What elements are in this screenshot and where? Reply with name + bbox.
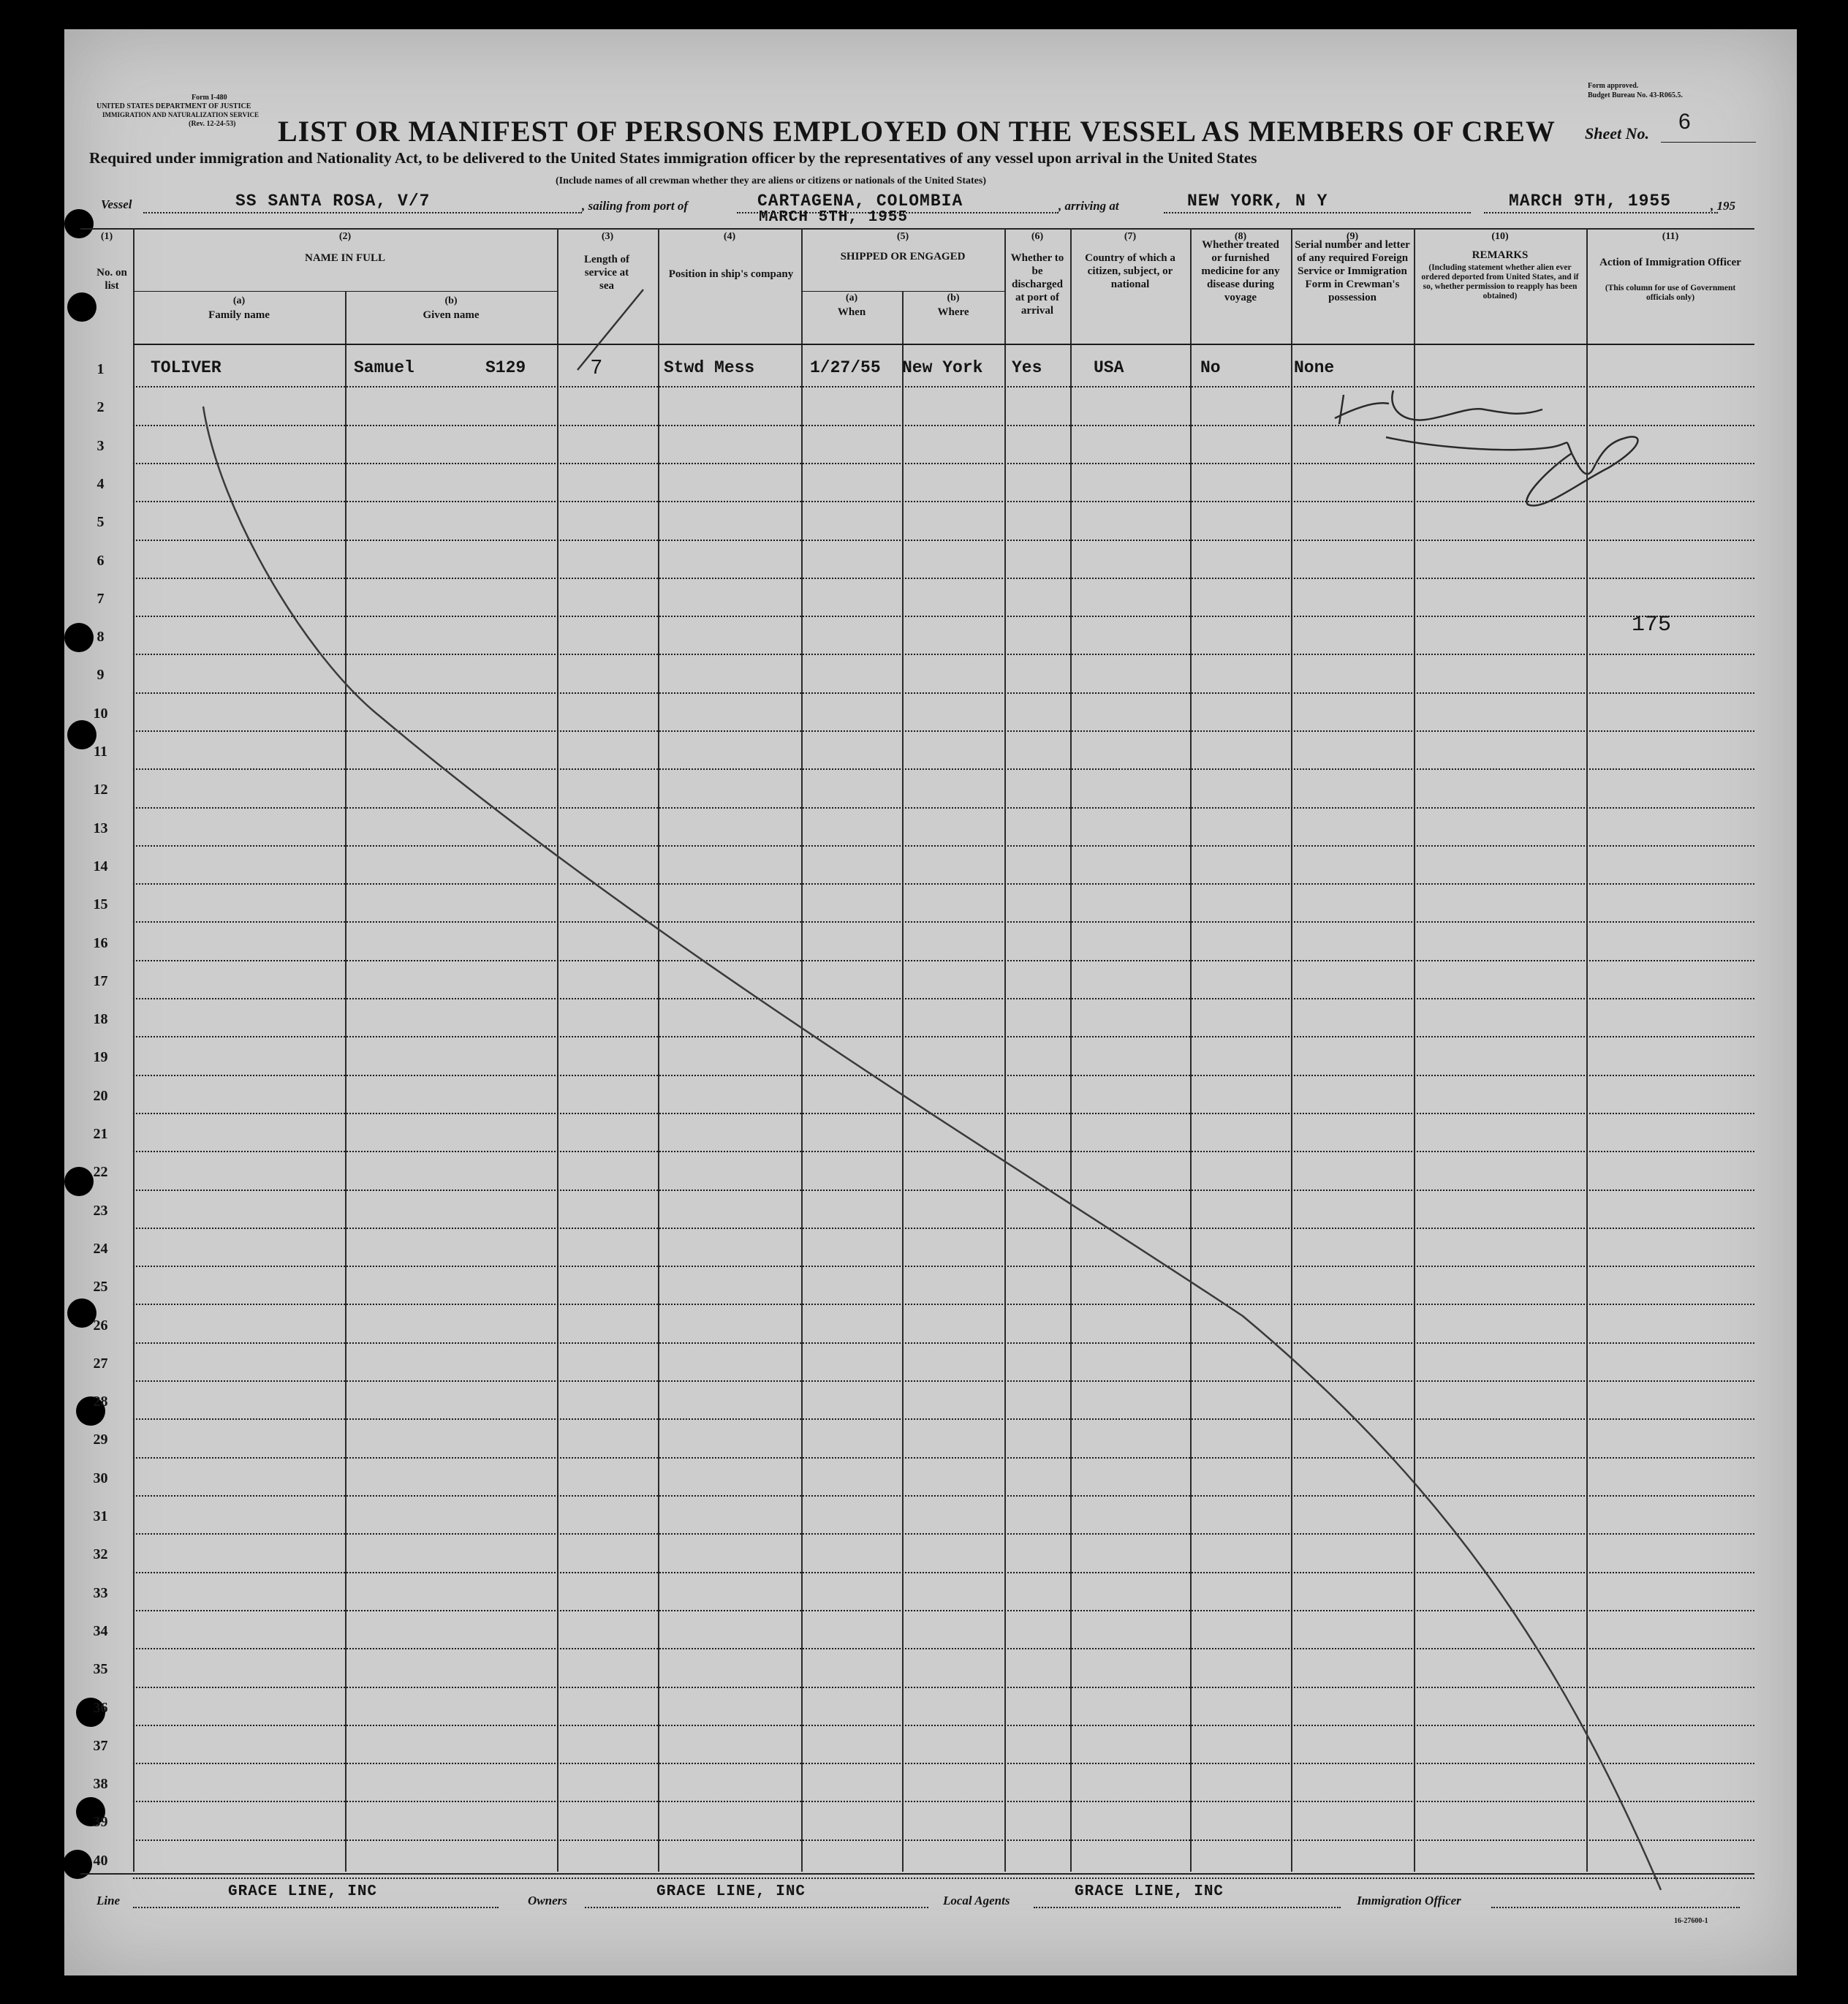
row-number: 6 [96, 553, 105, 569]
col3-header: Length of service at sea [583, 254, 630, 292]
sailing-port: CARTAGENA, COLOMBIA [757, 192, 963, 211]
row1-given-name: Samuel [354, 358, 414, 377]
col7-number: (7) [1124, 231, 1137, 242]
col10-number: (10) [1491, 231, 1509, 242]
col2a-header: Family name [208, 309, 270, 321]
revision-date: (Rev. 12-24-53) [189, 120, 236, 128]
form-approved: Form approved. [1588, 82, 1639, 90]
col11-number: (11) [1662, 231, 1679, 242]
row-number: 20 [93, 1088, 108, 1104]
immigration-officer-label: Immigration Officer [1357, 1894, 1461, 1907]
row-number: 29 [93, 1432, 108, 1448]
row-number: 28 [93, 1394, 108, 1410]
col4-number: (4) [723, 231, 736, 242]
row-number: 5 [96, 514, 105, 530]
row-number: 11 [94, 744, 107, 760]
row1-given-code: S129 [485, 358, 526, 377]
col8-number: (8) [1234, 231, 1247, 242]
arriving-label: , arriving at [1059, 199, 1119, 213]
department-name: UNITED STATES DEPARTMENT OF JUSTICE [96, 102, 251, 110]
vessel-label: Vessel [101, 197, 132, 211]
row-number: 8 [96, 629, 105, 645]
row-number: 27 [93, 1355, 108, 1372]
local-agents-value: GRACE LINE, INC [1075, 1883, 1224, 1900]
row-number: 23 [93, 1203, 108, 1219]
row-number: 30 [93, 1470, 108, 1486]
budget-bureau-no: Budget Bureau No. 43-R065.5. [1588, 91, 1683, 99]
col1-header: No. on list [96, 267, 127, 292]
row-number: 1 [96, 361, 105, 377]
col2b-number: (b) [444, 295, 458, 306]
row-number: 33 [93, 1585, 108, 1601]
col5a-number: (a) [845, 292, 858, 303]
row1-serial: None [1294, 358, 1335, 377]
row-number: 22 [93, 1164, 108, 1180]
owners-label: Owners [528, 1894, 567, 1907]
row-number: 12 [93, 782, 108, 798]
col8-header: Whether treated or furnished medicine for any disease during voyage [1201, 239, 1280, 303]
row1-family-name: TOLIVER [151, 358, 221, 377]
sailing-label: , sailing from port of [582, 199, 688, 213]
row-number: 36 [93, 1700, 108, 1716]
row-number: 25 [93, 1279, 108, 1295]
row-number: 38 [93, 1776, 108, 1792]
row1-discharged: Yes [1012, 358, 1042, 377]
col10-header: REMARKS [1472, 249, 1529, 261]
row-number: 40 [93, 1853, 108, 1869]
service-name: IMMIGRATION AND NATURALIZATION SERVICE [102, 111, 259, 118]
stamp-number: 175 [1632, 613, 1672, 638]
col5-header: SHIPPED OR ENGAGED [840, 251, 966, 262]
row-number: 32 [93, 1546, 108, 1562]
row-number: 13 [93, 820, 108, 836]
col3-number: (3) [601, 231, 614, 242]
form-number: Form I-480 [192, 94, 227, 102]
line-value: GRACE LINE, INC [228, 1883, 378, 1900]
col6-number: (6) [1031, 231, 1044, 242]
row-number: 10 [93, 706, 108, 722]
sheet-number: 6 [1678, 110, 1691, 134]
row-number: 34 [93, 1623, 108, 1639]
row-number: 14 [93, 858, 108, 874]
col6-header: Whether to be discharged at port of arrival [1010, 252, 1064, 317]
col2a-number: (a) [232, 295, 246, 306]
sheet-label: Sheet No. [1585, 124, 1649, 143]
row-number: 3 [96, 438, 105, 454]
col5b-header: Where [937, 306, 969, 318]
year-suffix: , 195 [1711, 199, 1735, 213]
col2-number: (2) [338, 231, 352, 242]
row-number: 7 [96, 591, 105, 607]
row-number: 15 [93, 896, 108, 912]
row1-when: 1/27/55 [810, 358, 881, 377]
col4-header: Position in ship's company [668, 268, 794, 280]
row-number: 39 [93, 1814, 108, 1830]
row-number: 17 [93, 973, 108, 989]
cancel-line [203, 407, 1661, 1890]
row-number: 9 [96, 667, 105, 683]
row-number: 21 [93, 1126, 108, 1142]
row-number: 35 [93, 1661, 108, 1677]
col11-header: Action of Immigration Officer [1599, 257, 1741, 268]
row-number: 31 [93, 1508, 108, 1524]
row-number: 4 [96, 476, 105, 492]
arrival-date: MARCH 9TH, 1955 [1509, 192, 1672, 211]
row-number: 2 [96, 399, 105, 415]
local-agents-label: Local Agents [943, 1894, 1010, 1907]
sailing-date: MARCH 5TH, 1955 [759, 209, 909, 226]
print-code: 16-27600-1 [1674, 1917, 1708, 1925]
row1-where: New York [902, 358, 983, 377]
col2-header: NAME IN FULL [304, 252, 385, 264]
col2b-header: Given name [423, 309, 480, 321]
col7-header: Country of which a citizen, subject, or national [1085, 252, 1175, 290]
row-number: 16 [93, 935, 108, 951]
col5-number: (5) [896, 231, 909, 242]
col5b-number: (b) [947, 292, 960, 303]
row-number: 18 [93, 1011, 108, 1027]
col9-number: (9) [1346, 231, 1359, 242]
form-subnote: (Include names of all crewman whether they are aliens or citizens or nationals of the United States) [556, 175, 986, 186]
row-number: 19 [93, 1049, 108, 1065]
col11-note: (This column for use of Government officials only) [1605, 284, 1736, 302]
length-column-slash [578, 290, 643, 370]
row-number: 24 [93, 1241, 108, 1257]
form-subtitle: Required under immigration and Nationality Act, to be delivered to the United States immigration officer by the representatives of any vessel upon arrival in the United States [89, 149, 1257, 167]
col5a-header: When [837, 306, 866, 318]
line-label: Line [96, 1894, 121, 1907]
col1-number: (1) [100, 231, 113, 242]
row1-length-of-service: 7 [591, 355, 602, 378]
row1-treated: No [1200, 358, 1221, 377]
form-title: LIST OR MANIFEST OF PERSONS EMPLOYED ON THE VESSEL AS MEMBERS OF CREW [278, 115, 1556, 148]
row-number: 37 [93, 1738, 108, 1754]
vessel-name: SS SANTA ROSA, V/7 [235, 192, 431, 211]
col10-note: (Including statement whether alien ever ordered deported from United States, and if so, whether permission to reapply has been obtained) [1421, 263, 1579, 300]
col9-header: Serial number and letter of any required Foreign Service or Immigration Form in Crewman's possession [1295, 239, 1410, 303]
row1-position: Stwd Mess [664, 358, 755, 377]
arrival-port: NEW YORK, N Y [1187, 192, 1328, 211]
owners-value: GRACE LINE, INC [656, 1883, 806, 1900]
row-number: 26 [93, 1317, 108, 1334]
row1-country: USA [1094, 358, 1124, 377]
signature-mark [1335, 390, 1637, 506]
